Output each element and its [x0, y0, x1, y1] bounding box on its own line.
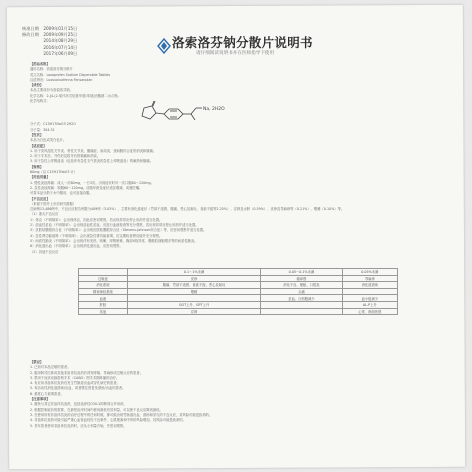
leaflet-body-upper — [30, 62, 434, 255]
text-line: 6. 重度心力衰竭患者。 — [30, 391, 64, 396]
text-line: （2）其他不良反应 — [30, 249, 59, 254]
text-line: （来源于国外上市后研究数据） — [30, 201, 77, 206]
approval-dates — [22, 26, 77, 57]
text-line: 4. 非甾体抗炎药可能引起严重心血管血栓性不良事件、心肌梗塞和中风的风险增加，其风险可能是致命的。 — [30, 418, 186, 423]
table-row — [79, 282, 398, 289]
table-cell: 消化不良、便秘、口腔炎 — [261, 282, 342, 289]
document-title: 洛索洛芬钠分散片说明书 — [172, 35, 313, 50]
text-line: 3. 禁用于冠状动脉搭桥手术（CABG）围手术期疼痛的治疗。 — [30, 375, 120, 380]
text-line: 化学名称：2-[4-(2-氧代环戊烷基甲基)苯基]丙酸钠二水合物。 — [30, 93, 121, 98]
text-line: （1）重大不良反应 — [30, 212, 59, 217]
text-line: 4. 有应用非甾体抗炎药后发生胃肠道出血或穿孔病史的患者。 — [30, 381, 120, 386]
table-cell — [261, 301, 342, 308]
text-line: 本品主要成份为洛索洛芬钠。 — [30, 88, 73, 93]
text-line: 化学结构式： — [30, 99, 50, 104]
table-cell — [261, 308, 342, 315]
text-line: 1. 避免与其它非甾体抗炎药，包括选择性COX-2抑制剂合并用药。 — [30, 402, 127, 407]
section-heading: 【用法用量】 — [30, 175, 50, 180]
table-cell: 血小板减少 — [342, 295, 397, 302]
table-header-row — [79, 269, 398, 276]
section-heading: 【禁忌】 — [30, 360, 44, 364]
text-line: 3. 用于急性上呼吸道炎（包括伴有急性支气管炎的急性上呼吸道炎）的解热和镇痛。 — [30, 159, 153, 164]
text-line: 60mg（以 C15H17NaO3 计） — [30, 170, 78, 175]
text-line: 2. 用于手术后、外伤后及拔牙后的镇痛和消炎。 — [30, 154, 101, 159]
text-line: 2）溶血性贫血（不明频率）：会出现溶血性贫血，应进行血液检查等充分观察，若出现异常应停止用药并适当处置。 — [30, 223, 199, 228]
text-line: 2. 根据控制症状的需要，在最短治疗时间内使用最低有效剂量，可以使不良反应降到最低。 — [30, 407, 163, 412]
table-cell: 肝脏 — [79, 301, 128, 308]
manufacturer-logo-icon — [156, 38, 172, 54]
table-row — [79, 295, 398, 302]
text-line: 1. 用于类风湿性关节炎、骨性关节炎、腰痛症、肩周炎、颈肩腕综合征的消炎和镇痛。 — [30, 148, 157, 153]
table-cell: 其他 — [79, 308, 128, 315]
text-line: 3）皮肤粘膜眼综合征（不明频率）：会出现皮肤粘膜眼综合征（Stevens-Johnson综合征）等，应密切观察并适当处置。 — [30, 228, 207, 233]
section-heading: 【药品名称】 — [30, 62, 50, 66]
text-line: 1. 慢性炎症疼痛：成人一次60mg，一日3次。出现症状时可一次口服60～120mg。 — [30, 180, 154, 185]
document-subtitle: 请仔细阅读说明书并在医师指导下使用 — [196, 51, 275, 56]
text-line: 可将本品分散于水中服用，也可直接吞服。 — [30, 191, 93, 196]
table-header-cell: 0.05～0.1%未满 — [261, 269, 342, 276]
text-line: 英文名称：Loxoprofen Sodium Dispersible Tablets — [30, 72, 111, 77]
table-row — [79, 288, 398, 295]
table-cell: 血液 — [79, 295, 128, 302]
table-header-cell: 0.1～1%未满 — [127, 269, 260, 276]
text-line: 3. 在使用所有非甾体抗炎药治疗过程中的任何时候，都可能出现胃肠道出血、溃疡和穿孔的不良反应，其风险可能是致命的。 — [30, 412, 213, 417]
table-cell: GOT上升、GPT上升 — [127, 301, 260, 308]
table-cell: 皮疹 — [127, 275, 260, 282]
table-row — [79, 308, 398, 315]
table-cell: 贫血、白细胞减少 — [261, 295, 342, 302]
text-line: 本品为白色或类白色片。 — [30, 138, 67, 143]
table-cell: 嗜睡 — [127, 288, 260, 295]
text-line: 总病例13,486例中，不良反应报告例数为409例（3.03%），主要有消化道症状（胃部不适感、腹痛、恶心及呕吐、食欲不振等2.25%）、浮肿及水肿（0.59%）、皮疹及荨麻疹等（0.21%）、嗜睡（0.10%）等。 — [30, 207, 345, 212]
table-cell: 瘙痒感 — [261, 275, 342, 282]
table-cell: 消化道溃疡 — [342, 282, 397, 289]
text-line: 5. 有活动性消化道溃疡/出血，或者既往曾复发溃疡/出血的患者。 — [30, 386, 126, 391]
molecular-weight: 分子量：304.31 — [30, 127, 55, 132]
salt-label: Na, 2H2O — [203, 107, 225, 112]
date-row: 2016年07月14日 — [43, 44, 78, 50]
table-cell: AL-P上升 — [342, 301, 397, 308]
table-cell: 过敏症 — [79, 275, 128, 282]
table-cell — [342, 288, 397, 295]
date-row: 修改日期 2009年09月25日 — [22, 32, 78, 38]
table-cell: 荨麻疹 — [342, 275, 397, 282]
section-heading: 【不良反应】 — [30, 196, 50, 201]
table-row — [79, 275, 398, 282]
section-heading: 【性状】 — [30, 132, 44, 137]
adverse-reactions-table — [78, 268, 398, 315]
table-cell: 心悸、颜面热感 — [342, 308, 397, 315]
section-heading: 【规格】 — [30, 164, 44, 169]
date-row: 核准日期 2009年01月15日 — [22, 26, 78, 31]
text-line: 5）间质性肺炎（不明频率）：会出现伴有发热、咳嗽、呼吸困难、胸部X线异常、嗜酸粒细胞增多等的间质性肺炎。 — [30, 238, 198, 243]
table-cell: 头痛 — [261, 288, 342, 295]
chemical-structure-diagram — [132, 100, 252, 130]
text-line: 通用名称：洛索洛芬钠分散片 — [30, 67, 73, 72]
text-line: 1. 已知对本品过敏的患者。 — [30, 365, 71, 370]
text-line: 2. 急性炎症疼痛：顿服60～120mg。应随年龄及症状适宜增减，或遵医嘱。 — [30, 185, 143, 190]
molecular-formula: 分子式：C15H17NaO3·2H2O — [30, 122, 76, 127]
table-cell: 浮肿 — [127, 308, 260, 315]
table-cell: 消化系统 — [79, 282, 128, 289]
leaflet-body-lower — [30, 360, 434, 429]
text-line: 汉语拼音：Luosuoluofenna Fensanpian — [30, 77, 93, 82]
table-row — [79, 301, 398, 308]
table-cell: 腹痛、胃部不适感、食欲不振、恶心及呕吐 — [127, 282, 260, 289]
date-row: 2017年06月09日 — [43, 50, 78, 56]
section-heading: 【适应症】 — [30, 143, 47, 148]
text-line: 4）急性肾功能衰竭（不明频率）：会出现急性肾功能衰竭，应定期检查肾功能并充分观察。 — [30, 233, 163, 238]
table-header-cell — [79, 269, 128, 276]
section-heading: 【成份】 — [30, 83, 44, 88]
text-line: 5. 老年患者使用非甾体抗炎药时，应从小剂量开始，并密切观察。 — [30, 423, 127, 428]
date-row: 2014年08月29日 — [43, 38, 78, 44]
text-line: 1）休克（不明频率）：会出现休克，因此应密切观察，若出现异常应停止用药并适当处置。 — [30, 217, 163, 222]
table-header-cell: 0.05%未满 — [342, 269, 397, 276]
section-heading: 【注意事项】 — [30, 397, 50, 402]
text-line: 6）消化道出血（不明频率）：会出现消化道出血，应密切观察。 — [30, 244, 123, 249]
table-cell — [127, 295, 260, 302]
text-line: 2. 服用阿司匹林或其他非甾体抗炎药后诱发哮喘、荨麻疹或过敏反应的患者。 — [30, 370, 143, 375]
table-cell: 精神神经系统 — [79, 288, 128, 295]
